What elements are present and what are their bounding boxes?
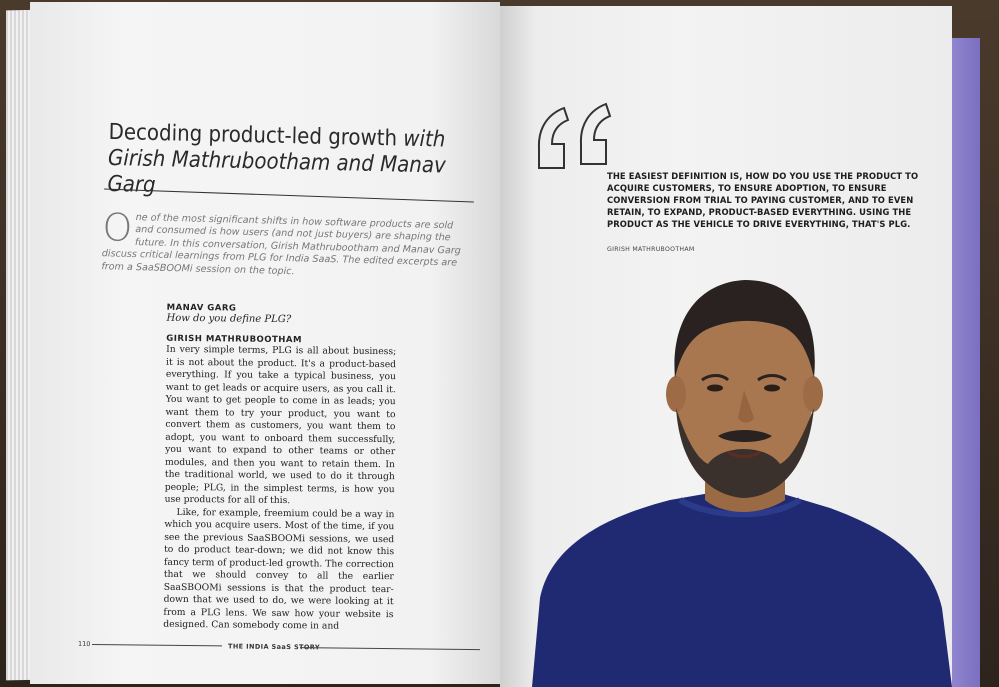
- page-footer: [78, 640, 488, 658]
- title-italic: with Girish Mathrubootham and Manav Garg: [107, 126, 446, 198]
- interview-column: [163, 297, 396, 634]
- footer-book-title: THE INDIA SaaS STORY: [227, 642, 321, 652]
- portrait-illustration: [530, 268, 952, 687]
- speaker-manav: MANAV GARG: [166, 302, 237, 314]
- pull-quote: THE EASIEST DEFINITION IS, HOW DO YOU USE THE PRODUCT TO ACQUIRE CUSTOMERS, TO ENSURE ADOPTION, TO ENSURE CONVERSION FROM TRIAL TO PAYING CUSTOMER, AND TO EVEN RETAIN, TO EXPAND, PRODUCT-BASED EVERYTHING. USING THE PRODUCT AS THE VEHICLE TO DRIVE EVERYTHING, THAT'S PLG.: [607, 171, 919, 229]
- intro-paragraph: [101, 205, 470, 283]
- article-title: [107, 120, 469, 206]
- speaker-girish: GIRISH MATHRUBOOTHAM: [166, 333, 303, 346]
- footer-rule-right: [300, 647, 480, 650]
- title-plain: Decoding product-led growth: [108, 119, 404, 152]
- question-text: How do you define PLG?: [166, 312, 292, 326]
- page-number: 110: [78, 639, 91, 648]
- footer-rule-left: [92, 644, 222, 646]
- answer-paragraph-2: Like, for example, freemium could be a way in which you acquire users. Most of the time, if you see the previous SaaSBOOMi sessions, we used to do product tear-down; we did not know this fancy term of product-led growth. The correction that we should convey to all the earlier SaaSBOOMi sessions is that the product tear-down that we used to do, we were looking at it from a PLG lens. We saw how your website is designed. Can somebody come in and: [163, 506, 395, 632]
- intro-text: ne of the most significant shifts in how software products are sold and consumed is how users (and not just buyers) are shaping the future. In this conversation, Girish Mathrubootham and Manav Garg discuss critical learnings from PLG for India SaaS. The edited excerpts are from a SaaSBOOMi session on the topic.: [101, 212, 461, 277]
- intro-dropcap: O: [101, 205, 133, 250]
- right-page: [500, 6, 952, 687]
- quote-attribution: GIRISH MATHRUBOOTHAM: [607, 246, 695, 253]
- quote-mark-icon: [534, 98, 624, 178]
- left-page: [30, 2, 500, 684]
- answer-paragraph-1: In very simple terms, PLG is all about business; it is not about the product. It's a product-based everything. If you take a typical business, you want to get leads or acquire users, as you call it. You want to get people to come in as leads; you want them to try your product, you want to convert them as customers, you want them to adopt, you want to onboard them successfully, you want to expand to other teams or other modules, and then you want to retain them. In the traditional world, we used to do it through people; PLG, in the simplest terms, is how you use products for all of this.: [164, 343, 397, 507]
